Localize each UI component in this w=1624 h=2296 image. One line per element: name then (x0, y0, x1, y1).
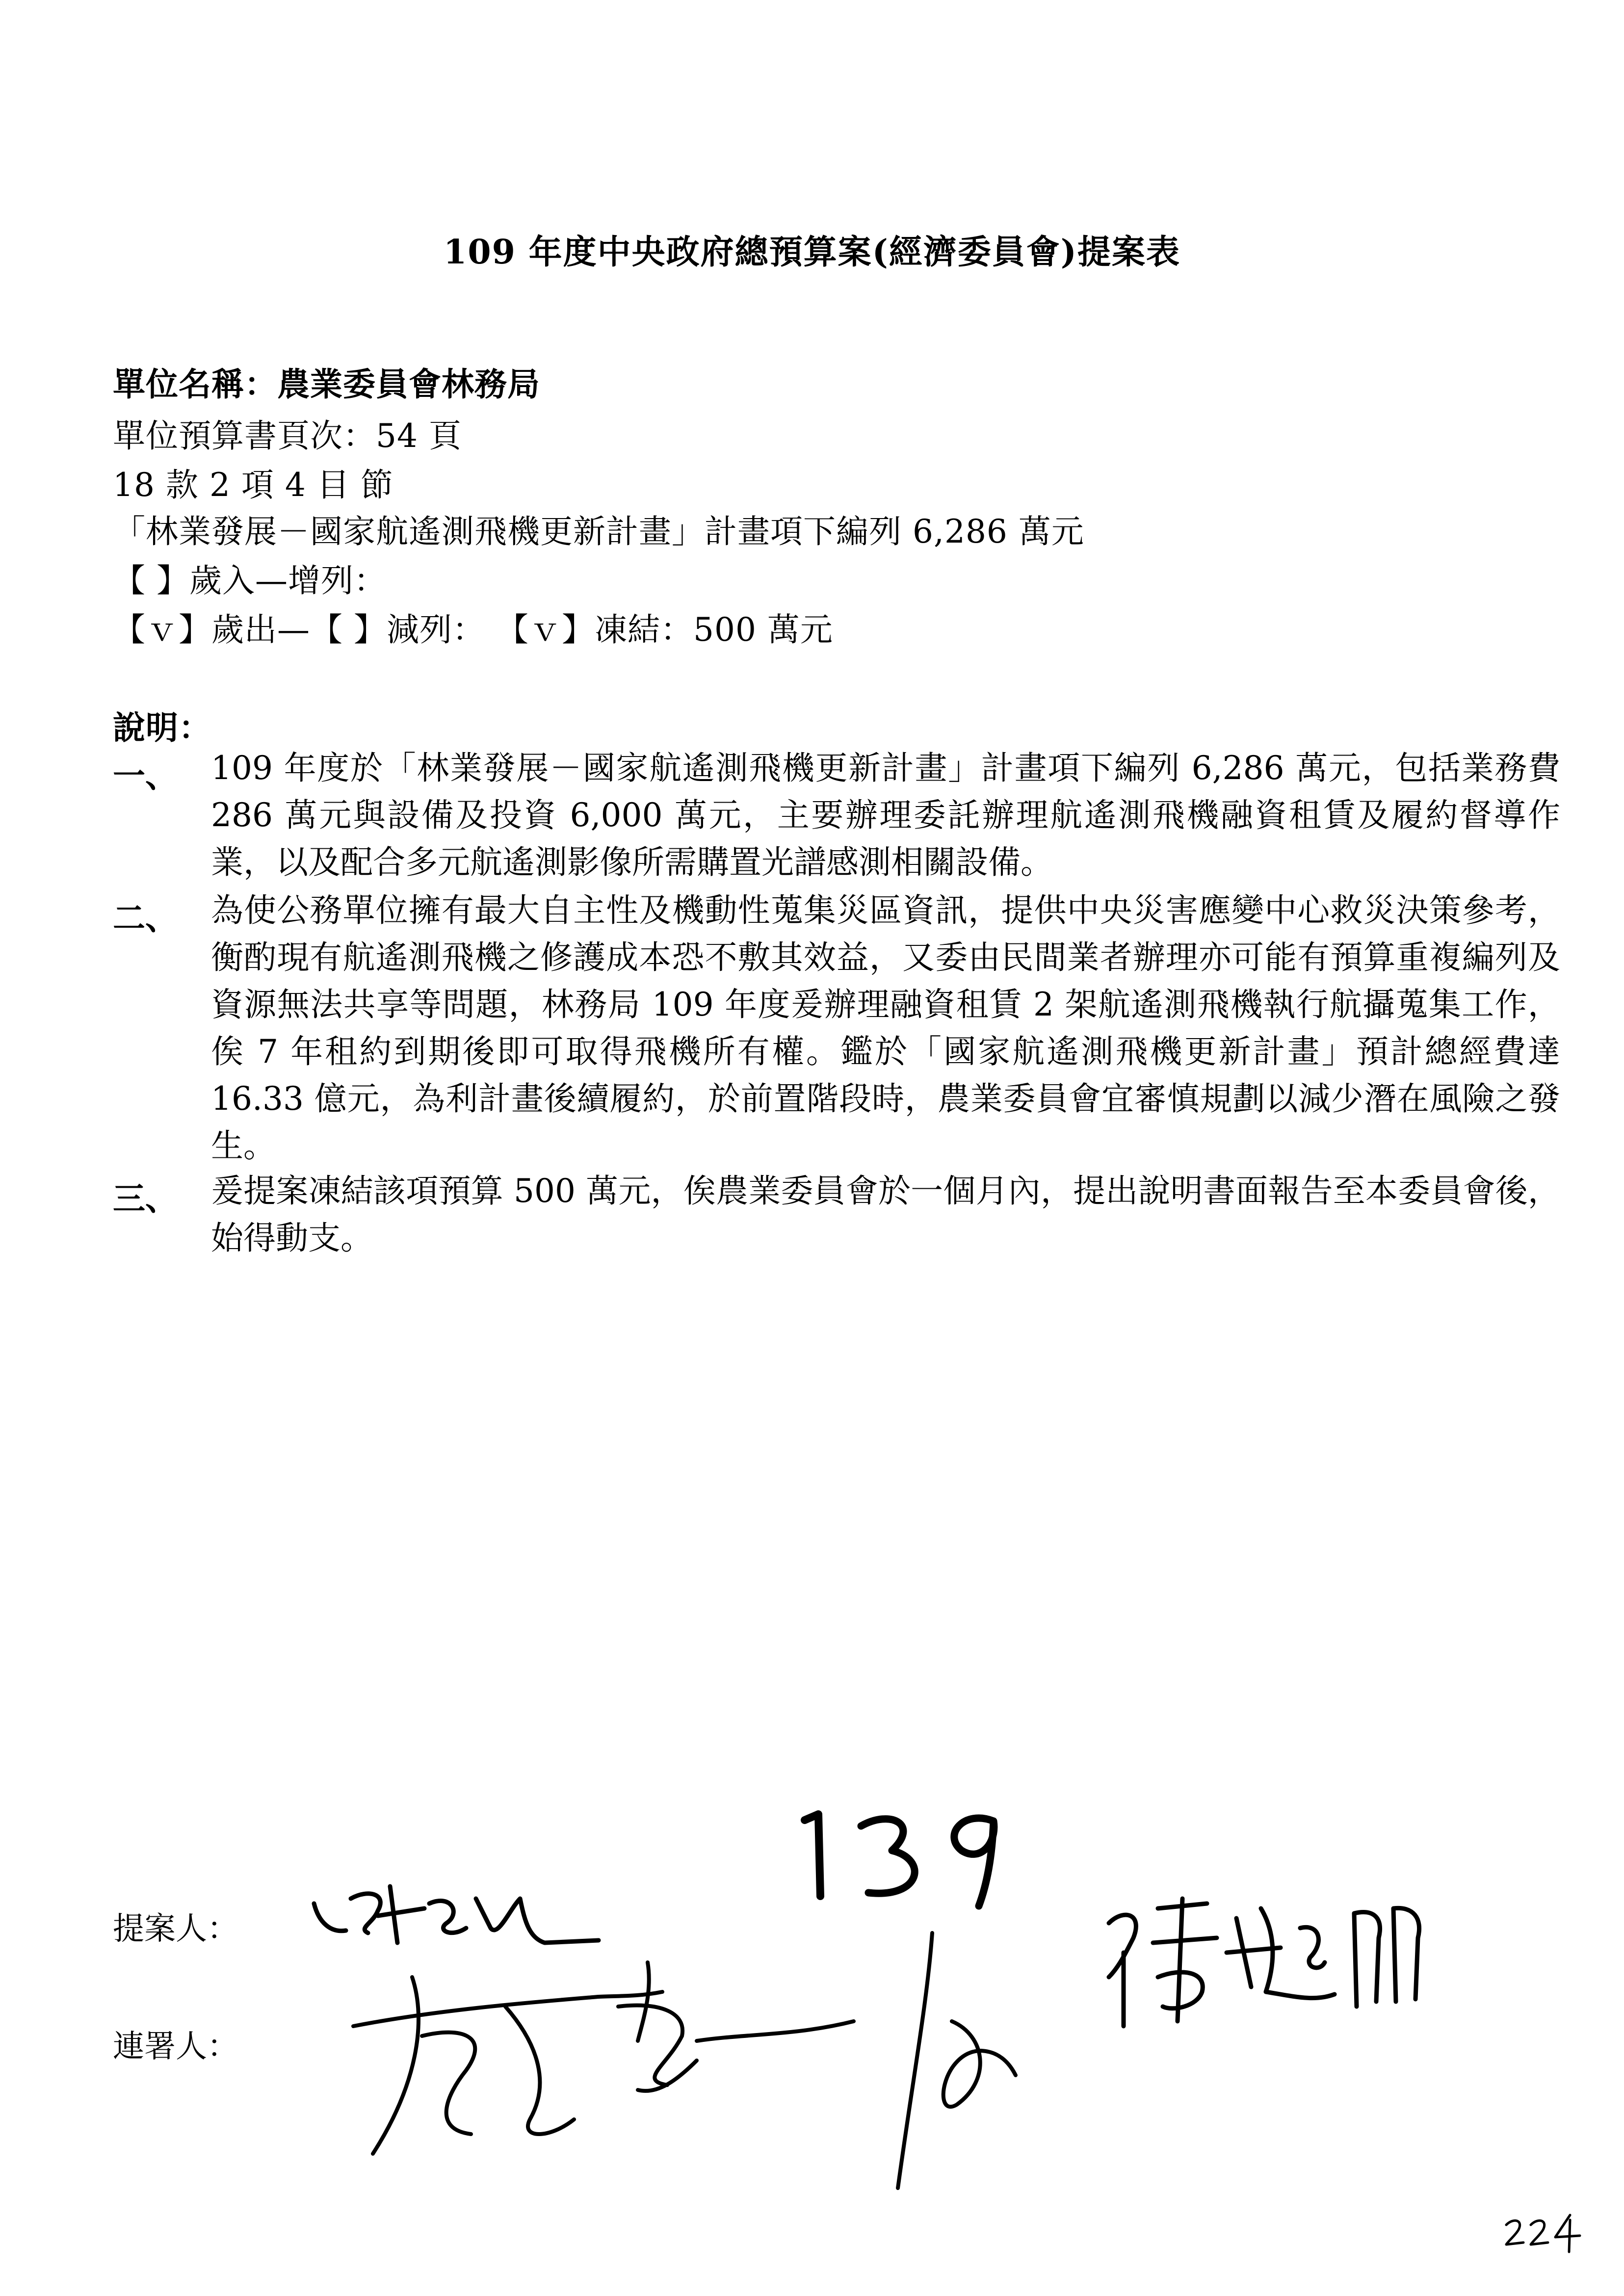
item-text: 爰提案凍結該項預算 500 萬元，俟農業委員會於一個月內，提出說明書面報告至本委員會後，始得動支。 (211, 1172, 1560, 1257)
expenditure-line: 【ｖ】歲出—【 】減列： 【ｖ】凍結：500 萬元 (113, 611, 833, 649)
explanation-heading: 說明： (113, 708, 211, 747)
proposer-label: 提案人： (113, 1911, 238, 1947)
item-number: 三、 (113, 1179, 178, 1218)
page-title: 109 年度中央政府總預算案(經濟委員會)提案表 (444, 233, 1180, 272)
item-text: 109 年度於「林業發展－國家航遙測飛機更新計畫」計畫項下編列 6,286 萬元，包括業務費 286 萬元與設備及投資 6,000 萬元，主要辦理委託辦理航遙測飛機融資租賃及履約督導作業，以及配合多元航遙測影像所需購置光譜感測相關設備。 (211, 749, 1560, 881)
handwritten-page-note (1501, 2210, 1585, 2254)
item-text: 為使公務單位擁有最大自主性及機動性蒐集災區資訊，提供中央災害應變中心救災決策參考，衡酌現有航遙測飛機之修護成本恐不敷其效益，又委由民間業者辦理亦可能有預算重複編列及資源無法共享等問題，林務局 109 年度爰辦理融資租賃 2 架航遙測飛機執行航攝蒐集工作，俟 7 年租約到期後即可取得飛機所有權。鑑於「國家航遙測飛機更新計畫」預計總經費達 16.33 億元，為利計畫後續履約，於前置階段時，農業委員會宜審慎規劃以減少潛在風險之發生。 (211, 891, 1560, 1165)
section-line: 18 款 2 項 4 目 節 (113, 466, 393, 504)
cosigner-signature (343, 1923, 1055, 2198)
budget-page: 單位預算書頁次：54 頁 (113, 417, 462, 455)
handwritten-number (795, 1786, 1021, 1913)
item-number: 二、 (113, 899, 178, 937)
plan-line: 「林業發展－國家航遙測飛機更新計畫」計畫項下編列 6,286 萬元 (113, 513, 1084, 550)
item-number: 一、 (113, 757, 178, 795)
cosigner-signature (1089, 1879, 1433, 2041)
cosigner-label: 連署人： (113, 2029, 238, 2065)
revenue-line: 【 】歲入—增列： (113, 562, 387, 600)
unit-name: 單位名稱：農業委員會林務局 (113, 365, 540, 403)
